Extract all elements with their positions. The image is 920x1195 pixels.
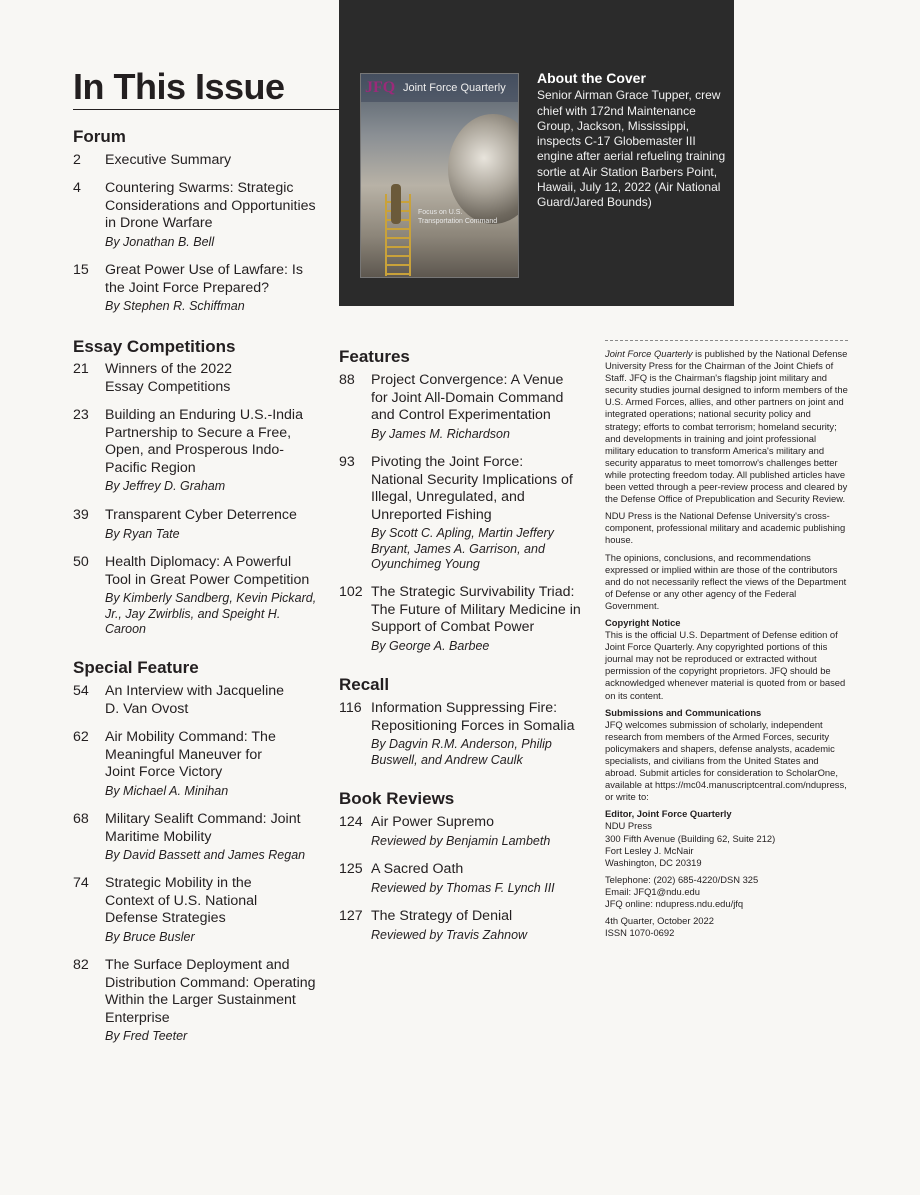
article-byline: By George A. Barbee [371,638,490,653]
article-byline: By Fred Teeter [105,1029,188,1044]
article-title: Pivoting the Joint Force: National Security Implications of Illegal, Unregulated, and Unreported Fishing [371,454,573,523]
article-byline: By Ryan Tate [105,526,180,541]
page-number: 23 [73,407,89,423]
cover-focus-line: Focus on U.S. Transportation Command [418,209,498,225]
section-special-feature: Special Feature [73,658,199,677]
page-number: 15 [73,262,89,278]
about-cover-title: About the Cover [537,70,646,86]
telephone: Telephone: (202) 685-4220/DSN 325 [605,873,759,885]
page-number: 88 [339,372,355,388]
issue-info: 4th Quarter, October 2022 ISSN 1070-0692 [605,915,714,939]
article-title: The Strategic Survivability Triad: The Future of Military Medicine in Support of Combat Power [371,584,581,636]
article-title: Building an Enduring U.S.-India Partnership to Secure a Free, Open, and Prosperous Indo-Pacific Region [105,407,303,476]
article-title: Health Diplomacy: A Powerful Tool in Great Power Competition [105,554,310,588]
article-title: The Strategy of Denial [371,908,513,924]
copyright-paragraph: This is the official U.S. Department of Defense edition of Joint Force Quarterly. Any copyrighted portions of this journal may not be reproduced or extracted without permission of the copyright proprietors. JFQ should be acknowledged whenever material is quoted from or based on its content. [605,629,846,701]
article-byline: By Scott C. Apling, Martin Jeffery Bryant, James A. Garrison, and Oyunchimeg Young [371,526,554,572]
editor-heading: Editor, Joint Force Quarterly [605,808,732,820]
about-cover-text: Senior Airman Grace Tupper, crew chief with 172nd Maintenance Group, Jackson, Mississippi, inspects C-17 Globemaster III engine after aerial refueling training sortie at Air Station Barbers Point, Hawaii, July 12, 2022 (Air National Guard/Jared Bounds) [537,88,726,210]
article-byline: By Dagvin R.M. Anderson, Philip Buswell, and Andrew Caulk [371,737,552,767]
article-byline: Reviewed by Benjamin Lambeth [371,833,551,848]
article-title: Transparent Cyber Deterrence [105,507,297,523]
page-number: 4 [73,180,81,196]
toc-entry[interactable] [73,180,318,250]
article-title: Strategic Mobility in the Context of U.S. National Defense Strategies [105,875,258,927]
article-byline: By Jeffrey D. Graham [105,479,226,494]
page-number: 39 [73,507,89,523]
article-byline: By James M. Richardson [371,426,510,441]
contact-info [605,874,848,910]
toc-entry[interactable] [73,683,298,718]
toc-entry[interactable] [73,729,293,799]
toc-entry[interactable] [339,908,584,943]
article-byline: By Michael A. Minihan [105,783,229,798]
article-title: Air Power Supremo [371,814,495,830]
toc-entry[interactable] [339,372,579,442]
submissions-heading: Submissions and Communications [605,706,762,718]
page-number: 82 [73,957,89,973]
article-title: Executive Summary [105,152,232,168]
about-the-cover [537,71,727,211]
title-rule [73,109,339,110]
toc-entry[interactable] [73,152,318,170]
toc-entry[interactable] [73,811,318,864]
article-byline: By Stephen R. Schiffman [105,299,245,314]
page-number: 124 [339,814,363,830]
toc-entry[interactable] [73,957,318,1045]
article-byline: Reviewed by Travis Zahnow [371,927,528,942]
page-number: 2 [73,152,81,168]
dashed-divider [605,340,848,341]
toc-entry[interactable] [339,584,589,654]
article-byline: By David Bassett and James Regan [105,848,306,863]
toc-entry[interactable] [73,407,303,495]
toc-entry[interactable] [73,507,318,542]
page-number: 102 [339,584,363,600]
intro-paragraph: Joint Force Quarterly is published by the National Defense University Press for the Chairman of the Joint Chiefs of Staff. JFQ is the Chairman's flagship joint military and security studies journal designed to inform members of the U.S. Armed Forces, allies, and other partners on joint and integrated operations; national security policy and strategy; efforts to combat terrorism; homeland security; and developments in training and joint professional military education to transform America's military and security apparatus to meet tomorrow's challenges better while protecting freedom today. All published articles have been vetted through a peer-review process and cleared by the Defense Office of Prepublication and Security Review. [605,348,848,505]
publication-info [605,348,848,944]
airman-illustration [391,184,401,224]
section-forum: Forum [73,127,126,146]
article-title: Great Power Use of Lawfare: Is the Joint Force Prepared? [105,262,303,296]
toc-entry[interactable] [339,700,584,768]
toc-entry[interactable] [73,554,318,638]
page-number: 74 [73,875,89,891]
toc-entry[interactable] [73,262,318,315]
article-title: Military Sealift Command: Joint Maritime Mobility [105,811,301,845]
toc-entry[interactable] [339,814,584,849]
cover-masthead-name: Joint Force Quarterly [403,82,506,94]
article-byline: By Bruce Busler [105,929,195,944]
cover-image[interactable] [360,73,519,278]
page-number: 50 [73,554,89,570]
mailing-address: NDU Press 300 Fifth Avenue (Building 62, Suite 212) Fort Lesley J. McNair Washington, DC 20319 [605,820,776,868]
submissions-paragraph: JFQ welcomes submission of scholarly, independent research from members of the Armed Forces, security policymakers and shapers, defense analysts, academic specialists, and civilians from the United States and abroad. Submit articles for consideration to ScholarOne, available at https://mc04.manuscriptcentral.com/ndupress, or write to: [605,718,847,803]
page-number: 125 [339,861,363,877]
page-number: 62 [73,729,89,745]
article-title: Information Suppressing Fire: Repositioning Forces in Somalia [371,700,575,734]
article-title: An Interview with Jacqueline D. Van Ovost [105,683,285,717]
toc-entry[interactable] [73,361,273,396]
section-recall: Recall [339,675,390,694]
article-title: Air Mobility Command: The Meaningful Maneuver for Joint Force Victory [105,729,276,781]
opinions-paragraph: The opinions, conclusions, and recommendations expressed or implied within are those of the contributors and do not necessarily reflect the views of the Department of Defense or any other agency of the Federal Government. [605,551,847,611]
article-byline: By Jonathan B. Bell [105,234,215,249]
cover-logo: JFQ [365,79,396,96]
section-essay-competitions: Essay Competitions [73,337,236,356]
page-number: 21 [73,361,89,377]
page-number: 68 [73,811,89,827]
website-link[interactable]: JFQ online: ndupress.ndu.edu/jfq [605,898,744,910]
email-link[interactable]: Email: JFQ1@ndu.edu [605,885,700,897]
article-title: A Sacred Oath [371,861,464,877]
toc-entry[interactable] [339,454,574,573]
page-number: 116 [339,700,362,716]
article-title: Project Convergence: A Venue for Joint All-Domain Command and Control Experimentation [371,372,564,424]
section-book-reviews: Book Reviews [339,789,455,808]
article-title: Winners of the 2022 Essay Competitions [105,361,232,395]
toc-entry[interactable] [339,861,584,896]
page-number: 93 [339,454,355,470]
copyright-heading: Copyright Notice [605,616,681,628]
ndu-paragraph: NDU Press is the National Defense University's cross-component, professional military and academic publishing house. [605,510,846,546]
toc-entry[interactable] [73,875,298,945]
page-number: 54 [73,683,89,699]
section-features: Features [339,347,410,366]
page-title: In This Issue [73,66,285,107]
page-number: 127 [339,908,363,924]
journal-name: Joint Force Quarterly [605,348,693,359]
article-byline: Reviewed by Thomas F. Lynch III [371,880,555,895]
article-title: Countering Swarms: Strategic Considerations and Opportunities in Drone Warfare [105,180,316,232]
article-title: The Surface Deployment and Distribution Command: Operating Within the Larger Sustainment Enterprise [105,957,316,1026]
article-byline: By Kimberly Sandberg, Kevin Pickard, Jr., Jay Zwirblis, and Speight H. Caroon [105,591,317,637]
